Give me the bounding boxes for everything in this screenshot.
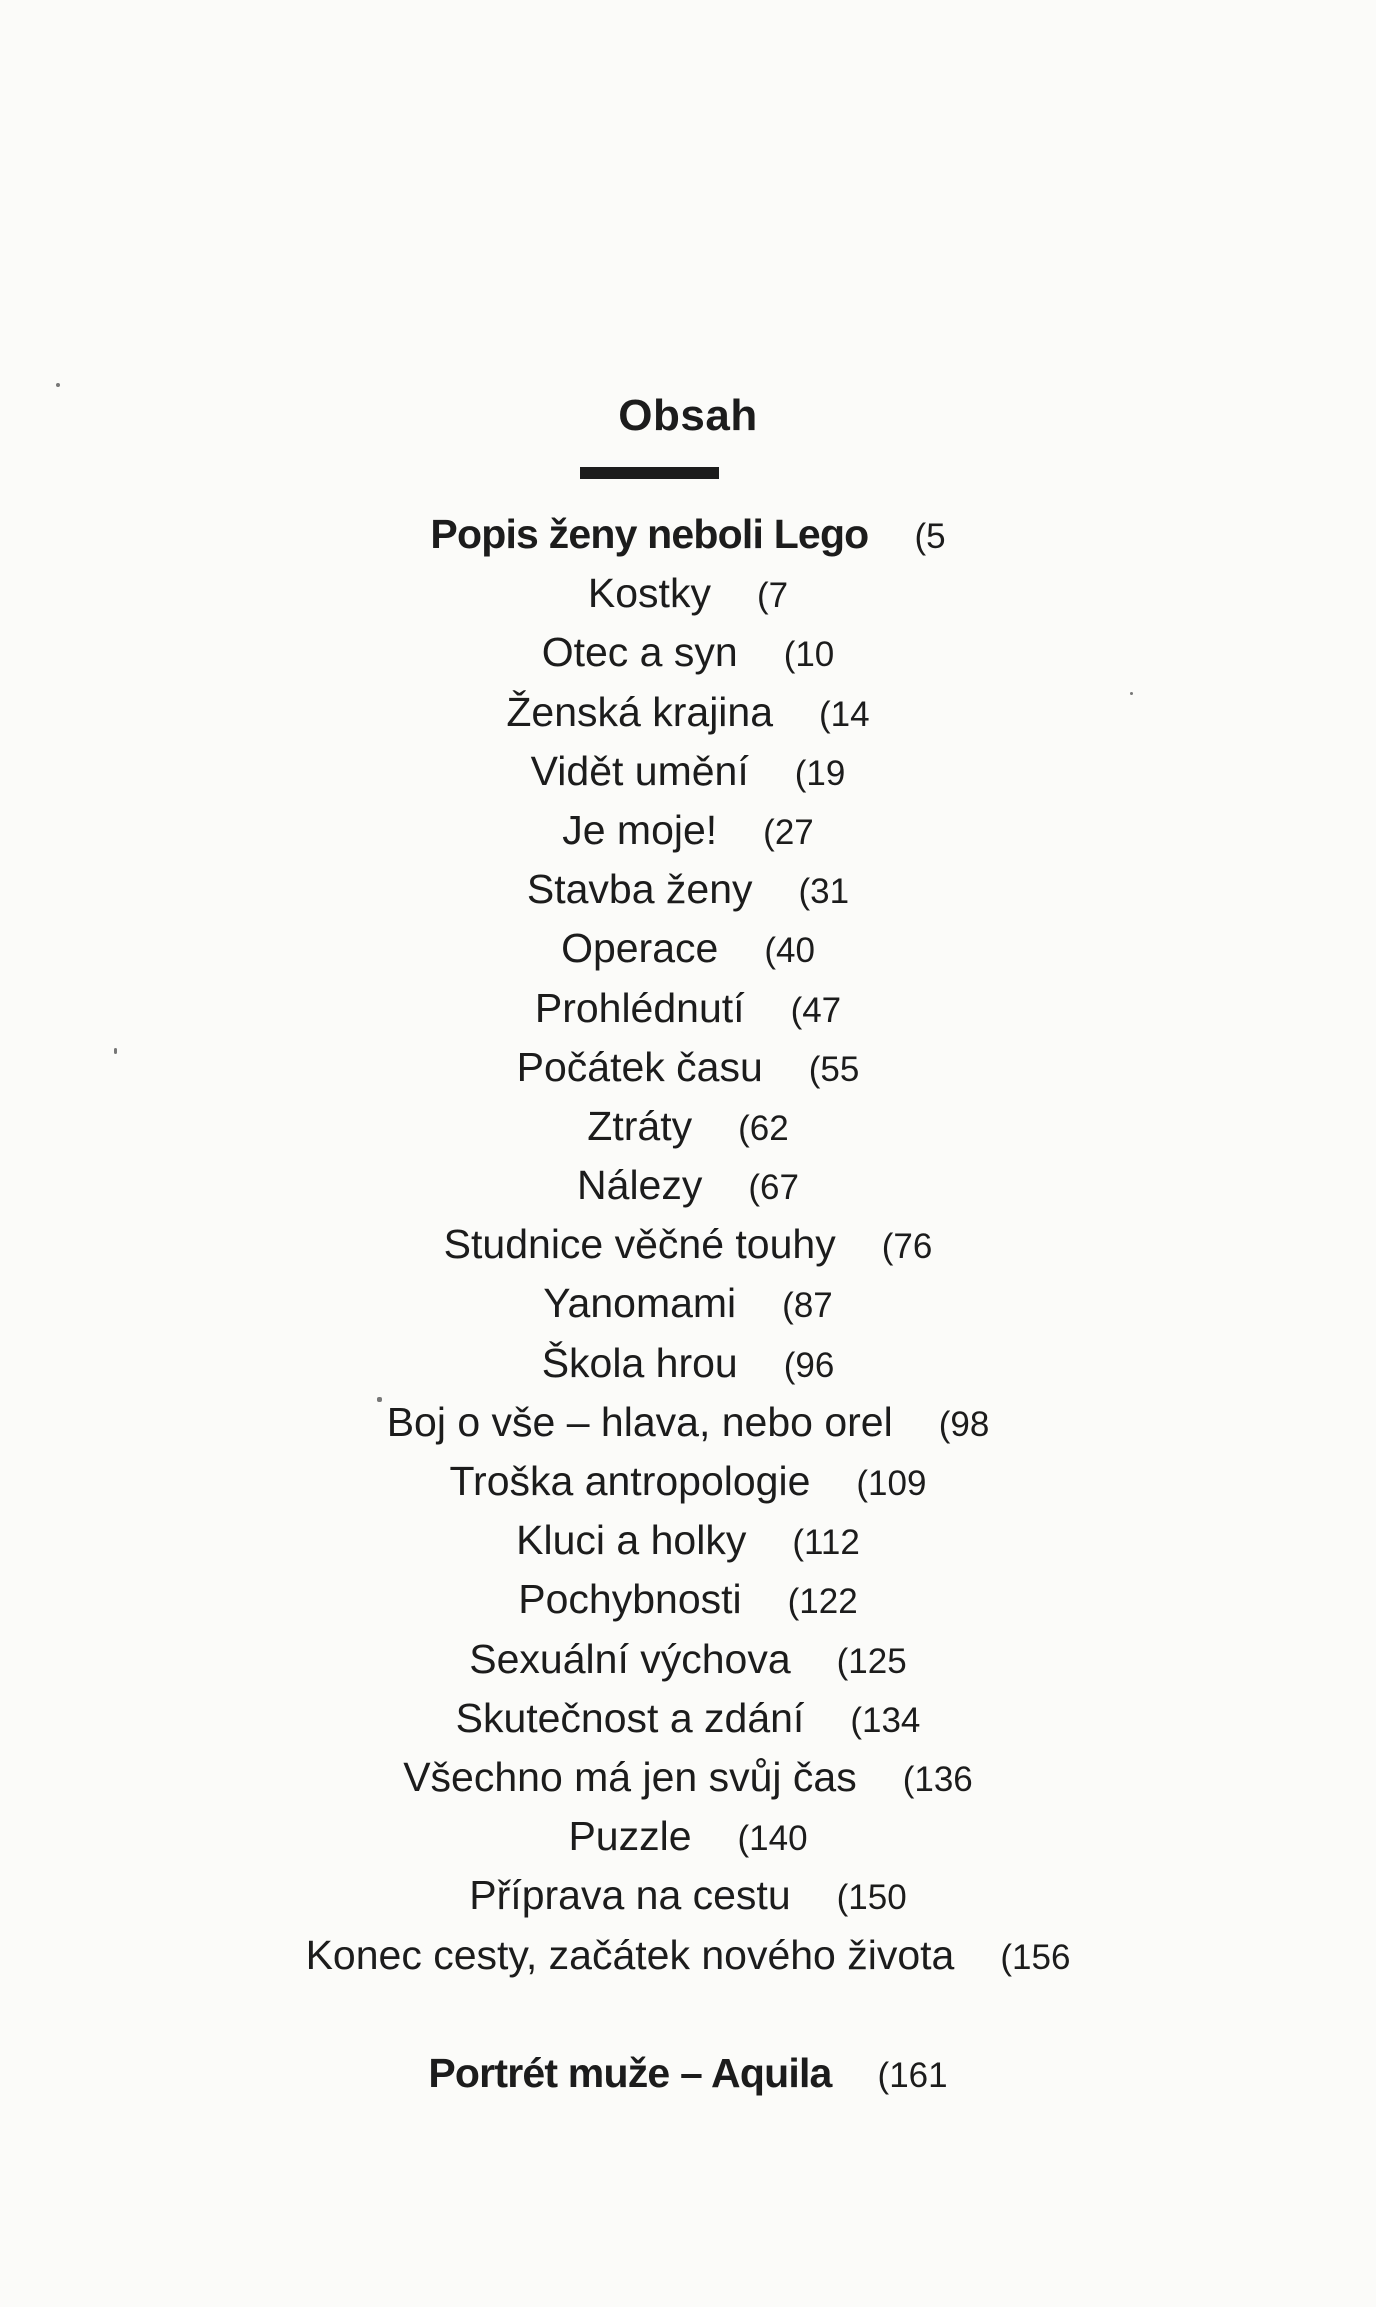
toc-entry-title: Kostky: [587, 570, 711, 617]
toc-entry-page: ( 47: [791, 981, 842, 1040]
toc-entry-title: Operace: [561, 925, 719, 972]
toc-entry-page: ( 67: [748, 1158, 799, 1217]
toc-entry: [0, 1866, 1376, 1925]
toc-entry-title: Yanomami: [543, 1280, 737, 1327]
toc-entry: [0, 1393, 1376, 1452]
toc-entry-title: Příprava na cestu: [469, 1872, 791, 1919]
toc-entry-page: ( 14: [819, 685, 870, 744]
paper-speck: [1130, 692, 1133, 695]
toc-entry: [0, 1926, 1376, 1985]
toc-entry-page: ( 112: [792, 1513, 859, 1572]
toc-entry-page: ( 122: [788, 1572, 858, 1631]
toc-entry: [0, 801, 1376, 860]
toc-entry-title: Portrét muže – Aquila: [428, 2049, 832, 2096]
toc-entry-title: Ztráty: [587, 1102, 693, 1149]
toc-entry-title: Studnice věčné touhy: [443, 1221, 836, 1268]
toc-entry-title: Všechno má jen svůj čas: [403, 1753, 857, 1800]
toc-entry: [0, 1689, 1376, 1748]
toc-entry-title: Škola hrou: [541, 1339, 738, 1386]
toc-entry-page: ( 40: [764, 921, 815, 980]
toc-entry-title: Nálezy: [577, 1162, 703, 1209]
toc-entry: [0, 919, 1376, 978]
toc-entry: [0, 742, 1376, 801]
toc-entry-title: Stavba ženy: [526, 866, 753, 913]
paper-speck: [114, 1048, 117, 1054]
toc-entry: [0, 564, 1376, 623]
toc-entry-title: Ženská krajina: [506, 688, 774, 735]
toc-entry-page: ( 125: [837, 1632, 907, 1691]
toc-entry-title: Počátek času: [516, 1043, 763, 1090]
toc-entry: [0, 1630, 1376, 1689]
toc-entry-title: Je moje!: [562, 806, 718, 853]
toc-entry-part: [0, 505, 1376, 564]
toc-entry-title: Popis ženy neboli Lego: [430, 511, 869, 557]
paper-speck: [56, 383, 60, 387]
toc-entry-page: ( 55: [809, 1040, 860, 1099]
toc-entry-title: Troška antropologie: [449, 1458, 811, 1504]
toc-entry-page: ( 76: [882, 1217, 933, 1276]
toc-entry-title: Vidět umění: [530, 747, 749, 794]
toc-entry: [0, 1748, 1376, 1807]
toc-entry-page: ( 87: [782, 1276, 833, 1335]
toc-entry: [0, 979, 1376, 1038]
toc-entry-page: ( 5: [914, 507, 945, 566]
toc-entry-page: ( 19: [795, 744, 846, 803]
page-title: Obsah: [618, 391, 758, 440]
toc-entry-page: ( 7: [757, 566, 788, 625]
toc-entry-page: ( 27: [763, 803, 814, 862]
toc-entry: [0, 1452, 1376, 1511]
toc-entry-page: ( 98: [939, 1395, 990, 1454]
toc-entry: [0, 860, 1376, 919]
toc-entry: [0, 1215, 1376, 1274]
toc-entry-page: ( 10: [784, 625, 835, 684]
toc-entry-page: ( 134: [850, 1691, 920, 1750]
toc-entry: [0, 1156, 1376, 1215]
toc-entry-page: ( 109: [856, 1454, 926, 1513]
toc-entry: [0, 683, 1376, 742]
toc-entry: [0, 1334, 1376, 1393]
toc-entry-title: Puzzle: [568, 1813, 692, 1860]
toc-entry-page: ( 161: [878, 2046, 948, 2105]
toc-entry-title: Sexuální výchova: [469, 1635, 791, 1682]
toc-entry-page: ( 136: [903, 1750, 973, 1809]
toc-entry: [0, 1511, 1376, 1570]
toc-entry-title: Otec a syn: [541, 629, 738, 676]
toc-entry-page: ( 31: [799, 862, 850, 921]
toc-entry-page: ( 96: [784, 1336, 835, 1395]
toc-entry-title: Boj o vše – hlava, nebo orel: [386, 1398, 893, 1445]
toc-entry: [0, 1097, 1376, 1156]
table-of-contents: [0, 505, 1376, 2103]
toc-entry-page: ( 140: [738, 1809, 808, 1868]
toc-entry-title: Prohlédnutí: [534, 984, 745, 1031]
toc-entry-title: Kluci a holky: [516, 1517, 747, 1564]
toc-entry: [0, 1274, 1376, 1333]
toc-entry-title: Konec cesty, začátek nového života: [305, 1931, 955, 1978]
toc-entry-title: Pochybnosti: [518, 1576, 742, 1623]
toc-entry: [0, 1570, 1376, 1629]
toc-entry-title: Skutečnost a zdání: [455, 1694, 805, 1741]
toc-entry: [0, 1807, 1376, 1866]
toc-entry-page: ( 156: [1000, 1928, 1070, 1987]
toc-entry-page: ( 150: [837, 1868, 907, 1927]
paper-speck: [377, 1397, 382, 1402]
title-underline-rule: [580, 467, 719, 479]
toc-entry-part: [0, 2044, 1376, 2103]
toc-entry: [0, 623, 1376, 682]
toc-entry-page: ( 62: [738, 1099, 789, 1158]
toc-entry: [0, 1038, 1376, 1097]
